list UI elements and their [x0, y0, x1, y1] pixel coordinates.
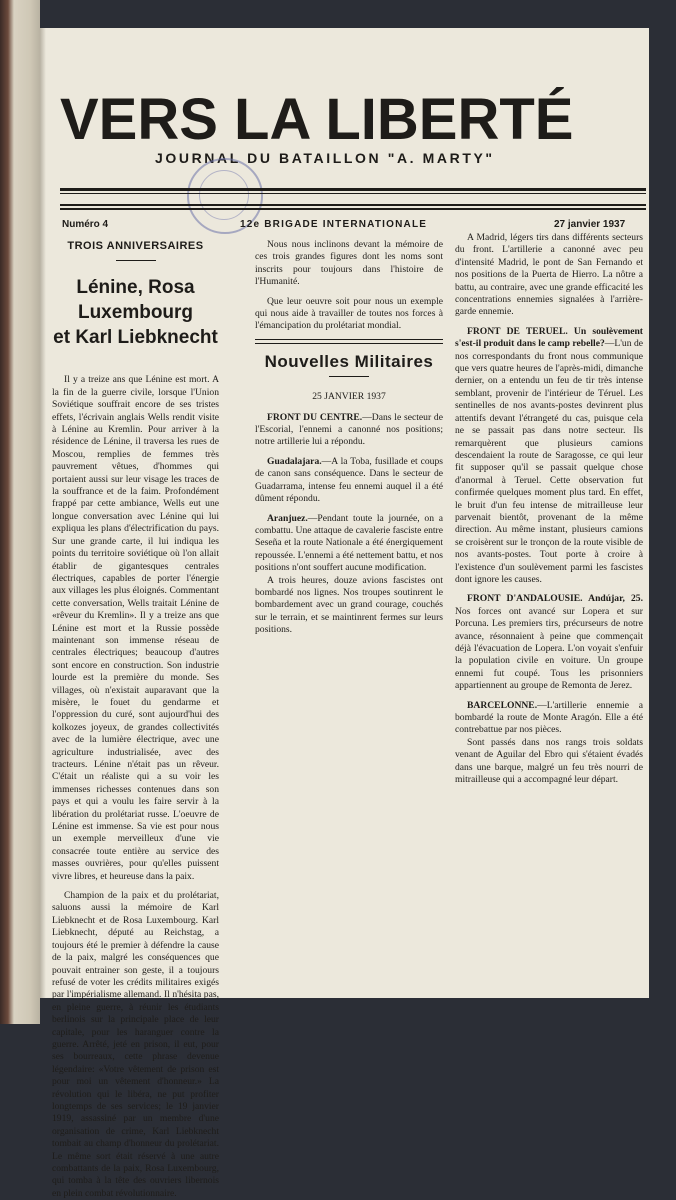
news-date: 25 JANVIER 1937	[312, 391, 386, 403]
news-item: BARCELONNE.—L'artillerie ennemie a bombardé la route de Monte Aragón. Elle a été contrebattue par nos pièces.	[455, 699, 643, 736]
info-rule-extra	[60, 204, 646, 205]
masthead-subtitle: JOURNAL DU BATAILLON "A. MARTY"	[155, 150, 495, 166]
masthead-title: VERS LA LIBERTÉ	[60, 87, 574, 152]
page-gutter-shadow	[40, 28, 46, 998]
article-kicker: TROIS ANNIVERSAIRES	[67, 240, 204, 252]
info-rule-top-thick	[60, 208, 646, 210]
newspaper-page	[40, 28, 649, 1199]
headline-line-1: Lénine, Rosa Luxembourg	[76, 277, 195, 324]
article-paragraph: Nous nous inclinons devant la mémoire de ces trois grandes figures dont les noms sont inscrits pour toujours dans l'histoire de l'Humanité.	[255, 239, 443, 288]
news-item: Guadalajara.—A la Toba, fusillade et coups de canon sans conséquence. Dans le secteur de Guadarrama, intense feu ennemi auquel il a été dûment répondu.	[255, 455, 443, 505]
adjacent-page-edge	[0, 0, 40, 1024]
news-paragraph: Sont passés dans nos rangs trois soldats venant de Aguilar del Ebro qui s'étaient évadés dans une barque, malgré un feu très nourri de mitrailleuse qui a accompagné leur départ.	[455, 736, 643, 786]
article-paragraph: Champion de la paix et du prolétariat, saluons aussi la mémoire de Karl Liebknecht et de Rosa Luxembourg. Karl Liebknecht, député au Reichstag, a toujours été le premier à défendre la cause de la paix, malgré les conséquences que pouvait entrainer son geste, il a toujours refusé de voter les crédits militaires exigés par l'impérialisme allemand. Il n'hésita pas, en pleine guerre, à réunir les étudiants berlinois sur la principale place de leur capitale, pour les haranguer contre la guerre. Arrêté, jeté en prison, il eut, pour ses bourreaux, cette phrase devenue légendaire: «Votre vêtement de prison est pour moi un vêtement d'honneur.» La révolution qui le libéra, ne put profiter longtemps de ses services; le 19 janvier 1919, assassiné par un membre d'une organisation de crime, Karl Liebknecht tombait au champ d'honneur du prolétariat. Le même sort était réservé à une autre combattants de la paix, Rosa Luxembourg, qui tomba à la tête des ouvriers libernois en plein combat révolutionnaire.	[52, 890, 219, 1199]
top-rule	[60, 188, 646, 191]
headline-line-2: et Karl Liebknecht	[53, 327, 218, 349]
news-paragraph: A Madrid, légers tirs dans différents secteurs du front. L'artillerie a canonné avec peu d'intensité Madrid, le pont de San Fernando et nos positions de la Puerta de Hierro. La nôtre a battu, au contraire, avec une grande efficacité les concentrations ennemies signalées à l'arrière-garde ennemie.	[455, 232, 643, 318]
kicker-rule	[116, 260, 156, 261]
column-1	[52, 232, 219, 1200]
brigade-label: 12e BRIGADE INTERNATIONALE	[240, 219, 428, 230]
section-short-rule	[329, 376, 369, 377]
article-paragraph: Il y a treize ans que Lénine est mort. A la fin de la guerre civile, lorsque l'Union Soviétique souffrait encore de ses tristes effets, l'écrivain anglais Wells rendit visite à Lénine au Kremlin. Pour arriver à la résidence de Lénine, il traversa les rues de Moscou, remplies de femmes très pauvrement vêtues, d'hommes qui portaient aussi sur leur visage les traces de la souffrance et de la faim. Profondément frappé par cette ambiance, Wells eut une longue conversation avec Lénine qui lui expliqua les plans d'électrification du pays. Sur une grande carte, il lui indiqua les points du territoire soviétique où l'on allait établir de gigantesques centrales électriques, capables de porter l'énergie aux villages les plus éloignés. Commentant cette conversation, Wells traitait Lénine de «rêveur du Kremlin». Il y a treize ans que Lénine est mort et la Russie possède maintenant son immense réseau de centrales électriques; beaucoup d'autres sont encore en construction. Son industrie lourde est la première du monde. Ses villages, où n'existait auparavant que la misère, le fouet du gendarme et l'oppression du curé, sont aujourd'hui des kolkozes joyeux, de grandes collectivités avec de la lumière électrique, avec une agriculture industrialisée, avec des tracteurs. Lénine n'était pas un rêveur. C'était un réaliste qui a su voir les immenses richesses contenues dans son pays et qui a voulu les faire servir à la libération du prolétariat russe. L'oeuvre de Lénine est immense. Sa vie est pour nous un exemple merveilleux d'une vie consacrée toute entière au service des masses ouvrières, pour qu'elles puissent vivre libres, et heureuse dans la paix.	[52, 374, 219, 882]
article-paragraph: Que leur oeuvre soit pour nous un exemple qui nous aide à travailler de toutes nos forces à l'émancipation du prolétariat mondial.	[255, 295, 443, 332]
news-item: FRONT DU CENTRE.—Dans le secteur de l'Escorial, l'ennemi a canonné nos positions; notre artillerie lui a répondu.	[255, 411, 443, 448]
top-rule-thin	[60, 193, 646, 194]
section-rule	[255, 339, 443, 344]
news-item: FRONT DE TERUEL. Un soulèvement s'est-il produit dans le camp rebelle?—L'un de nos correspondants du front nous communique que vers quatre heures de l'après-midi, dimanche dernier, on a entendu un feu de tir très intense semblant, provenir de l'intérieur de Téruel. Les sentinelles de nos avants-postes devinrent plus attentifs devant l'étrangeté du cas, puisque cela ne se passait pas dans notre secteur. Ils remarquèrent que plusieurs camions descendaient la route de Saragosse, ce qui leur fit supposer qu'il se passait quelque chose d'anormal à Teruel. Cette observation fut confirmée quelques moment plus tard. En effet, le bruit d'un feu intense de mitrailleuse leur parvenait bientôt, provenant de la même direction. Au même instant, plusieurs camions se croisèrent sur le tronçon de la route visible de nos avants-postes. Tout porte à croire à l'existence d'un soulèvement parmi les fascistes dont ignore les causes.	[455, 325, 643, 585]
issue-number: Numéro 4	[62, 219, 109, 230]
article-headline	[52, 275, 219, 350]
issue-date: 27 janvier 1937	[554, 219, 626, 230]
section-heading: Nouvelles Militaires	[264, 351, 434, 371]
column-2	[255, 232, 443, 637]
info-rule-top	[60, 205, 646, 206]
column-3	[455, 232, 643, 786]
news-item: Aranjuez.—Pendant toute la journée, on a combattu. Une attaque de cavalerie fasciste entre Seseña et la route Nationale a été énergiquement repoussée. L'ennemi a été nettement battu, et nos positions n'ont souffert aucune modification.	[255, 512, 443, 574]
news-paragraph: A trois heures, douze avions fascistes ont bombardé nos lignes. Nos troupes soutinrent le bombardement avec un grand courage, couchés sur le terrain, et se maintinrent fermes sur leurs positions.	[255, 574, 443, 636]
news-item: FRONT D'ANDALOUSIE. Andújar, 25. Nos forces ont avancé sur Lopera et sur Porcuna. Les premiers tirs, précurseurs de notre avance, résonnaient à peine que commençait déjà l'évacuation de Lopera. L'on voyait s'enfuir la population civile en voiture. Un groupe ennemi fut coupé. Tous les prisonniers appartiennent au groupe de Remonta de Jerez.	[455, 593, 643, 692]
